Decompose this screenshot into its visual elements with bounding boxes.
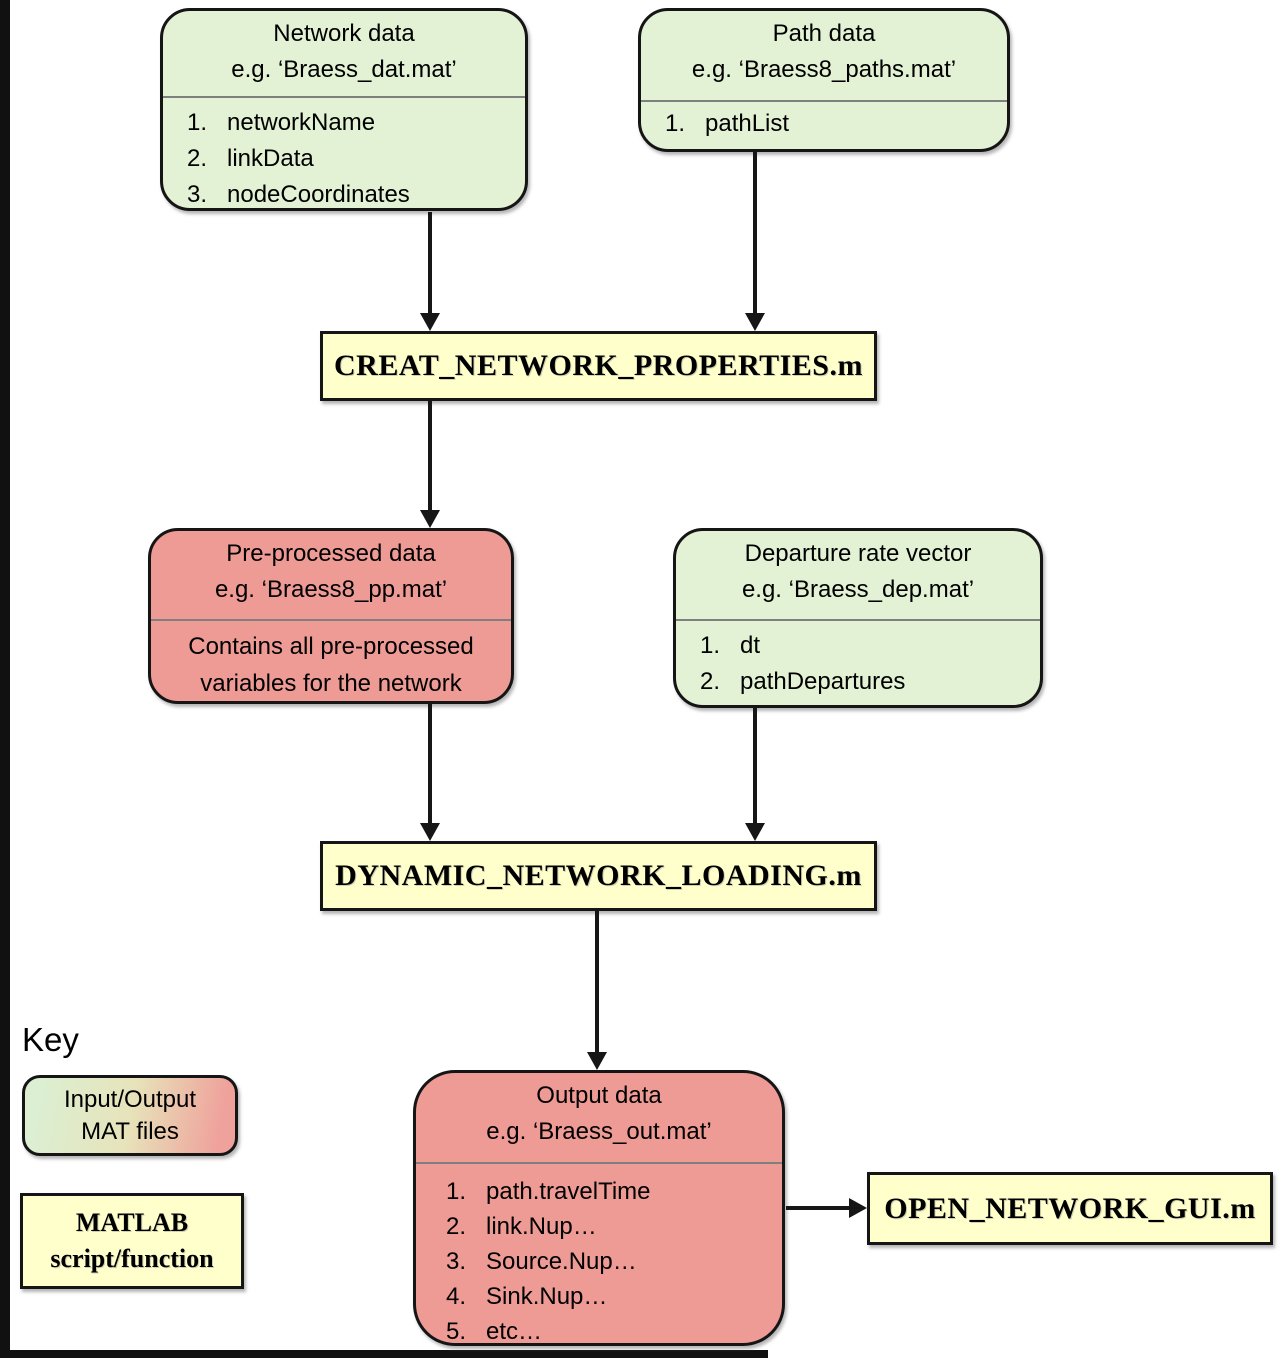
list-item-number: 2.: [700, 668, 721, 695]
list-item-text: pathList: [705, 110, 790, 137]
node-preprocessed-data-body: [151, 621, 511, 702]
list-item: [187, 105, 525, 141]
list-item: [700, 664, 1040, 700]
list-item-text: nodeCoordinates: [227, 181, 410, 208]
list-item-text: link.Nup…: [486, 1213, 597, 1240]
list-item-text: etc…: [486, 1318, 543, 1345]
node-path-data-body: [641, 102, 1007, 149]
key-script-line1: MATLAB: [75, 1208, 189, 1237]
list-item-text: pathDepartures: [740, 668, 906, 695]
node-preprocessed-data-text-line2: variables for the network: [200, 670, 462, 697]
script-dynamic-network-loading-label: DYNAMIC_NETWORK_LOADING.m: [335, 859, 862, 892]
node-path-data-subtitle: e.g. ‘Braess8_paths.mat’: [691, 56, 957, 83]
node-output-data-subtitle: e.g. ‘Braess_out.mat’: [486, 1118, 712, 1145]
node-output-data-header: [416, 1073, 782, 1164]
list-item: [187, 177, 525, 213]
node-path-data-header: [641, 11, 1007, 102]
list-item: [446, 1244, 782, 1279]
node-preprocessed-data-header: [151, 531, 511, 621]
list-item: [187, 141, 525, 177]
script-open-network-gui-label: OPEN_NETWORK_GUI.m: [884, 1191, 1256, 1225]
key-matlab-script: [20, 1193, 244, 1289]
script-open-network-gui: [867, 1172, 1273, 1245]
arrowhead-down-icon: [745, 823, 765, 841]
key-io-mat-files: [22, 1075, 238, 1156]
list-item: [446, 1279, 782, 1314]
page-border-left: [0, 0, 10, 1358]
script-create-network-properties-label: CREAT_NETWORK_PROPERTIES.m: [334, 349, 863, 382]
node-departure-rate-header: [676, 531, 1040, 621]
node-preprocessed-data-text-line1: Contains all pre-processed: [188, 633, 474, 660]
list-item-number: 1.: [446, 1178, 467, 1205]
key-io-line1: Input/Output: [63, 1085, 197, 1113]
list-item-number: 1.: [665, 110, 686, 137]
node-preprocessed-data: [148, 528, 514, 704]
list-item-text: path.travelTime: [486, 1178, 651, 1205]
script-create-network-properties: [320, 331, 877, 401]
list-item: [446, 1209, 782, 1244]
node-network-data-body: [163, 98, 525, 213]
list-item-number: 2.: [187, 145, 208, 172]
arrowhead-down-icon: [587, 1052, 607, 1070]
list-item-number: 3.: [446, 1248, 467, 1275]
arrowhead-down-icon: [420, 510, 440, 528]
node-output-data-body: [416, 1164, 782, 1349]
node-network-data-header: [163, 11, 525, 98]
node-network-data: [160, 8, 528, 211]
list-item-text: dt: [740, 632, 761, 659]
node-departure-rate-body: [676, 621, 1040, 705]
page-border-bottom: [0, 1350, 768, 1358]
key-script-line2: script/function: [50, 1244, 214, 1273]
list-item-text: linkData: [227, 145, 314, 172]
list-item: [700, 628, 1040, 664]
arrowhead-right-icon: [849, 1198, 867, 1218]
list-item-number: 4.: [446, 1283, 467, 1310]
list-item-number: 5.: [446, 1318, 467, 1345]
list-item-text: Source.Nup…: [486, 1248, 637, 1275]
list-item-text: networkName: [227, 109, 376, 136]
list-item-number: 2.: [446, 1213, 467, 1240]
node-preprocessed-data-title: Pre-processed data: [226, 540, 436, 567]
list-item: [665, 106, 1007, 142]
node-departure-rate-subtitle: e.g. ‘Braess_dep.mat’: [741, 576, 975, 603]
node-output-data: [413, 1070, 785, 1346]
script-dynamic-network-loading: [320, 841, 877, 911]
list-item: [446, 1174, 782, 1209]
key-io-line2: MAT files: [81, 1117, 179, 1145]
key-title: Key: [22, 1021, 79, 1058]
node-preprocessed-data-subtitle: e.g. ‘Braess8_pp.mat’: [214, 576, 448, 603]
arrowhead-down-icon: [420, 823, 440, 841]
list-item-text: Sink.Nup…: [486, 1283, 608, 1310]
node-network-data-title: Network data: [273, 20, 415, 47]
list-item: [446, 1314, 782, 1349]
node-path-data: [638, 8, 1010, 152]
node-departure-rate: [673, 528, 1043, 708]
node-departure-rate-title: Departure rate vector: [744, 540, 972, 567]
node-output-data-title: Output data: [536, 1082, 662, 1109]
list-item-number: 1.: [700, 632, 721, 659]
node-path-data-title: Path data: [772, 20, 876, 47]
arrowhead-down-icon: [420, 313, 440, 331]
arrowhead-down-icon: [745, 313, 765, 331]
node-network-data-subtitle: e.g. ‘Braess_dat.mat’: [231, 56, 457, 83]
list-item-number: 1.: [187, 109, 208, 136]
list-item-number: 3.: [187, 181, 208, 208]
